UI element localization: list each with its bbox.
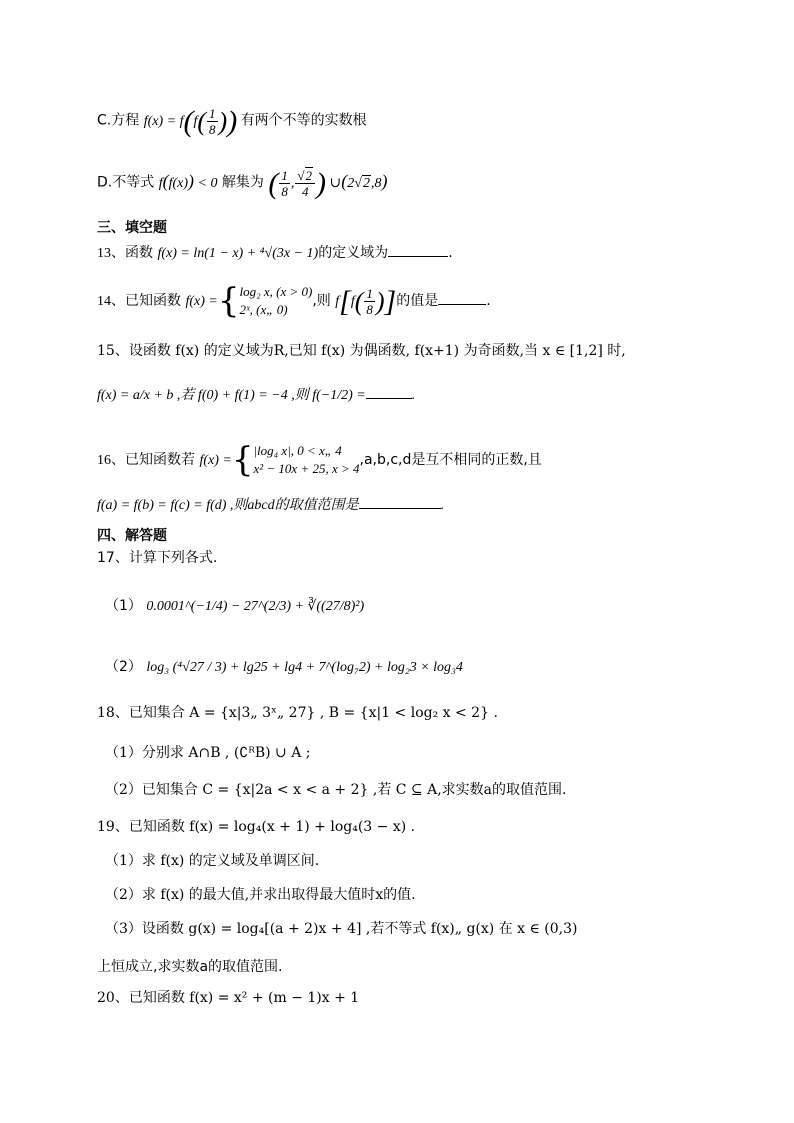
- option-c: [97, 106, 367, 137]
- question-13: 13、函数 f(x) = ln(1 − x) + ⁴√(3x − 1)的定义域为 .: [97, 242, 453, 264]
- question-15-line-2: f(x) = a/x + b ,若 f(0) + f(1) = −4 ,则 f(−1/2) = .: [97, 384, 415, 406]
- option-d-label: D.不等式: [97, 174, 155, 191]
- option-d-expr: f(f(x)) < 0: [158, 170, 218, 191]
- question-17-part-2: （2） log₃ (⁴√27 / 3) + lg25 + lg4 + 7^(log₇2) + log₂3 × log₃4: [105, 659, 463, 675]
- question-19-title: 19、已知函数 f(x) = log₄(x + 1) + log₄(3 − x) .: [97, 819, 416, 835]
- q16-case-1: |log₄ x|, 0 < x„ 4: [253, 443, 342, 458]
- q14-answer-blank[interactable]: [438, 290, 486, 305]
- section-answer-title: 四、解答题: [97, 528, 167, 544]
- option-c-tail: 有两个不等的实数根: [240, 112, 367, 129]
- question-19-part-3: （3）设函数 g(x) = log₄[(a + 2)x + 4] ,若不等式 f(x)„ g(x) 在 x ∈ (0,3): [105, 921, 578, 937]
- q16-case-2: x² − 10x + 25, x > 4: [253, 461, 360, 476]
- option-d-mid: 解集为: [221, 174, 264, 191]
- question-16: 16、已知函数若 f(x) ={ |log₄ x|, 0 < x„ 4 x² − 10x + 25, x > 4 ,a,b,c,d是互不相同的正数,且: [97, 440, 542, 480]
- question-19-part-3-cont: 上恒成立,求实数a的取值范围.: [97, 959, 283, 975]
- question-17-title: 17、计算下列各式.: [97, 550, 218, 566]
- question-18-title: 18、已知集合 A = {x|3„ 3ˣ„ 27} , B = {x|1 < log₂ x < 2} .: [97, 705, 498, 721]
- q15-answer-blank[interactable]: [366, 384, 412, 399]
- question-18-part-1: （1）分别求 A∩B , (∁ᴿB) ∪ A ;: [105, 745, 311, 761]
- question-14: 14、已知函数 f(x) ={ log₂ x, (x > 0) 2ˣ, (x„ 0) ,则 f[f( $\frac{1}{8}$ )]的值是 .: [97, 281, 491, 321]
- question-20-title: 20、已知函数 f(x) = x² + (m − 1)x + 1: [97, 990, 360, 1006]
- option-c-expr: f(x) = f(f( $\frac{1}{8}$ )): [143, 104, 238, 138]
- option-d: [97, 168, 387, 199]
- question-16-line-2: f(a) = f(b) = f(c) = f(d) ,则abcd的取值范围是 .: [97, 494, 444, 516]
- question-15-line-1: 15、设函数 f(x) 的定义域为R,已知 f(x) 为偶函数, f(x+1) 为奇函数,当 x ∈ [1,2] 时,: [97, 343, 626, 359]
- q17-part-2-expr: log₃ (⁴√27 / 3) + lg25 + lg4 + 7^(log₇2) + log₂3 × log₃4: [146, 660, 463, 675]
- question-19-part-2: （2）求 f(x) 的最大值,并求出取得最大值时x的值.: [105, 887, 416, 903]
- option-c-label: C.方程: [97, 112, 140, 129]
- q14-case-1: log₂ x, (x > 0): [239, 284, 313, 299]
- section-fill-blank-title: 三、填空题: [97, 220, 167, 236]
- question-19-part-1: （1）求 f(x) 的定义域及单调区间.: [105, 853, 320, 869]
- question-17-part-1: （1） 0.0001^(−1/4) − 27^(2/3) + ∛((27/8)²): [105, 598, 365, 614]
- q13-answer-blank[interactable]: [388, 242, 448, 257]
- q17-part-1-expr: 0.0001^(−1/4) − 27^(2/3) + ∛((27/8)²): [146, 599, 365, 614]
- q14-case-2: 2ˣ, (x„ 0): [239, 302, 288, 317]
- question-18-part-2: （2）已知集合 C = {x|2a < x < a + 2} ,若 C ⊆ A,求实数a的取值范围.: [105, 782, 567, 798]
- option-d-set: ( $\frac{1}{8}$ , $\frac{√2}{4}$ ) ∪(2√2,8): [268, 166, 388, 200]
- q16-answer-blank[interactable]: [359, 494, 441, 509]
- q13-expr: f(x) = ln(1 − x) + ⁴√(3x − 1): [157, 246, 319, 261]
